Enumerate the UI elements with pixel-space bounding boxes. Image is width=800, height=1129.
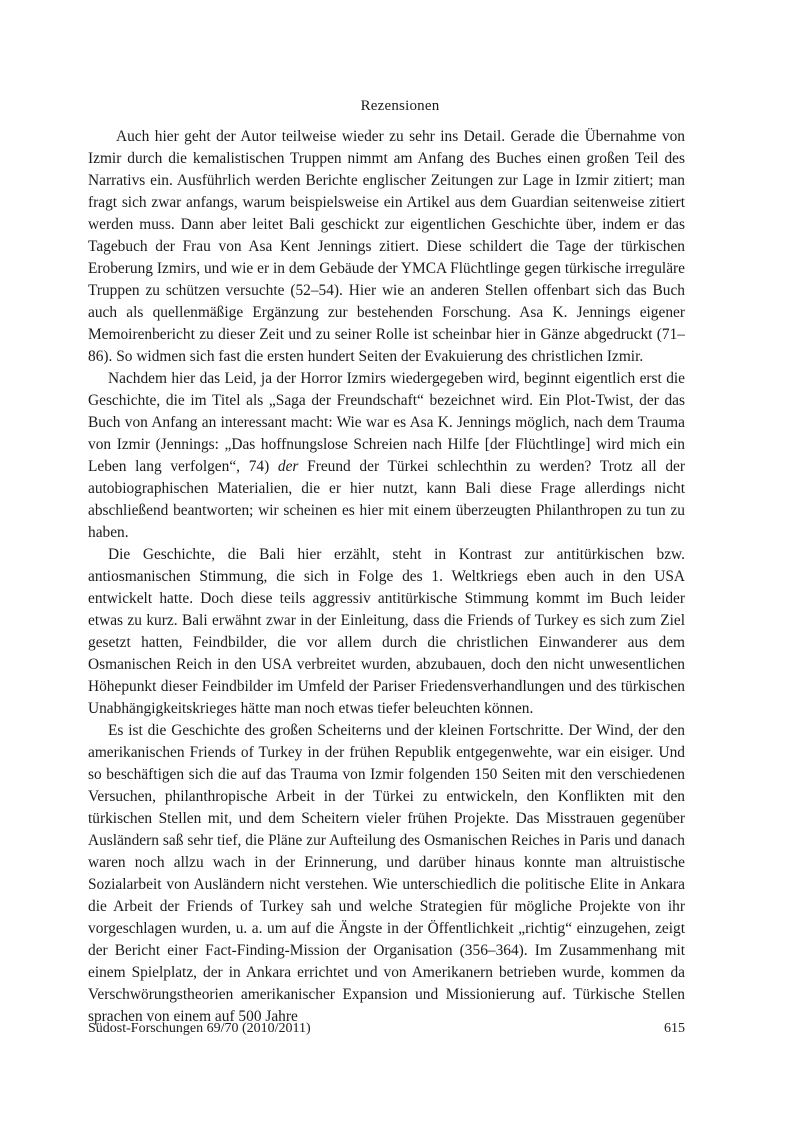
page-number: 615 bbox=[664, 1021, 685, 1036]
paragraph-2-text-a: Nachdem hier das Leid, ja der Horror Izmirs wiedergegeben wird, beginnt eigentlich erst die Geschichte, die im Titel als „Saga der Freundschaft“ bezeichnet wird. Ein Plot-Twist, der das Buch von Anfang an interessant macht: Wie war es Asa K. Jennings möglich, nach dem Trauma von Izmir (Jennings: „Das hoffnungslose Schreien nach Hilfe [der Flüchtlinge] wird mich ein Leben lang verfolgen“, 74) bbox=[88, 370, 685, 475]
paragraph-4-text: Es ist die Geschichte des großen Scheiterns und der kleinen Fortschritte. Der Wind, der den amerikanischen Friends of Turkey in der frühen Republik entgegenwehte, war ein eisiger. Und so beschäftigen sich die auf das Trauma von Izmir folgenden 150 Seiten mit den verschiedenen Versuchen, philanthropische Arbeit in der Türkei zu entwickeln, den Konflikten mit den türkischen Stellen mit, und dem Scheitern vieler frühen Projekte. Das Misstrauen gegenüber Ausländern saß sehr tief, die Pläne zur Aufteilung des Osmanischen Reiches in Paris und danach waren noch allzu wach in der Erinnerung, und darüber hinaus konnte man altruistische Sozialarbeit von Ausländern nicht verstehen. Wie unterschiedlich die politische Elite in Ankara die Arbeit der Friends of Turkey sah und welche Strategien für mögliche Projekte von ihr vorgeschlagen wurden, u. a. um auf die Ängste in der Öffentlichkeit „richtig“ einzugehen, zeigt der Bericht einer Fact-Finding-Mission der Organisation (356–364). Im Zusammenhang mit einem Spielplatz, der in Ankara errichtet und von Amerikanern betrieben wurde, kommen da Verschwörungstheorien amerikanischer Expansion und Missionierung auf. Türkische Stellen sprachen von einem auf 500 Jahre bbox=[88, 722, 685, 1025]
paragraph-2 bbox=[88, 368, 685, 544]
paragraph-3 bbox=[88, 544, 685, 720]
paragraph-2-emphasis: der bbox=[277, 458, 299, 475]
running-header: Rezensionen bbox=[360, 98, 440, 114]
journal-citation: Südost-Forschungen 69/70 (2010/2011) bbox=[88, 1021, 311, 1036]
paragraph-2-text-b: Freund der Türkei schlechthin zu werden? Trotz all der autobiographischen Materialien, die er hier nutzt, kann Bali diese Frage allerdings nicht abschließend beantworten; wir scheinen es hier mit einem überzeugten Philanthropen zu tun zu haben. bbox=[88, 458, 685, 541]
paragraph-4 bbox=[88, 720, 685, 1028]
page-footer bbox=[88, 1021, 685, 1037]
paragraph-1-text: Auch hier geht der Autor teilweise wieder zu sehr ins Detail. Gerade die Übernahme von Izmir durch die kemalistischen Truppen nimmt am Anfang des Buches einen großen Teil des Narrativs ein. Ausführlich werden Berichte englischer Zeitungen zur Lage in Izmir zitiert; man fragt sich zwar anfangs, warum beispielsweise ein Artikel aus dem Guardian seitenweise zitiert werden muss. Dann aber leitet Bali geschickt zur eigentlichen Geschichte über, indem er das Tagebuch der Frau von Asa Kent Jennings zitiert. Diese schildert die Tage der türkischen Eroberung Izmirs, und wie er in dem Gebäude der YMCA Flüchtlinge gegen türkische irreguläre Truppen zu schützen versuchte (52–54). Hier wie an anderen Stellen offenbart sich das Buch auch als quellenmäßige Ergänzung zur bestehenden Forschung. Asa K. Jennings eigener Memoirenbericht zu dieser Zeit und zu seiner Rolle ist scheinbar hier in Gänze abgedruckt (71–86). So widmen sich fast die ersten hundert Seiten der Evakuierung des christlichen Izmir. bbox=[88, 128, 685, 365]
paragraph-1 bbox=[88, 126, 685, 368]
paragraph-3-text: Die Geschichte, die Bali hier erzählt, steht in Kontrast zur antitürkischen bzw. antiosmanischen Stimmung, die sich in Folge des 1. Weltkriegs eben auch in den USA entwickelt hatte. Doch diese teils aggressiv antitürkische Stimmung kommt im Buch leider etwas zu kurz. Bali erwähnt zwar in der Einleitung, dass die Friends of Turkey es sich zum Ziel gesetzt hatten, Feindbilder, die vor allem durch die christlichen Einwanderer aus dem Osmanischen Reich in den USA verbreitet wurden, abzubauen, doch den nicht unwesentlichen Höhepunkt dieser Feindbilder im Umfeld der Pariser Friedensverhandlungen und des türkischen Unabhängigkeitskrieges hätte man noch etwas tiefer beleuchten können. bbox=[88, 546, 685, 717]
article-body bbox=[88, 126, 685, 1028]
